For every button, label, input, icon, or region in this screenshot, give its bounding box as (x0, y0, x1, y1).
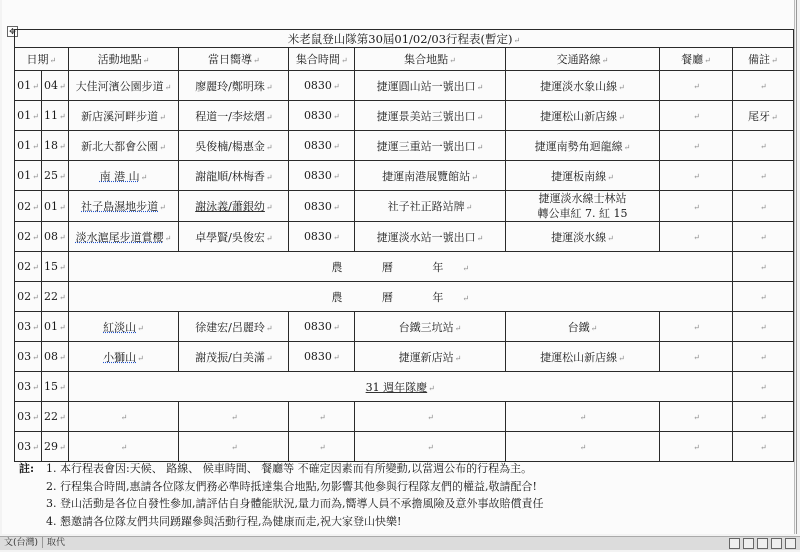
transport-cell[interactable]: ↵ (505, 432, 659, 462)
restaurant-cell[interactable]: ↵ (660, 101, 733, 131)
table-move-handle-icon[interactable]: ✥ (7, 26, 18, 37)
restaurant-cell[interactable]: ↵ (660, 312, 733, 342)
meet-cell[interactable]: ↵ (355, 402, 506, 432)
print-layout-view-icon[interactable] (729, 538, 740, 549)
table-row (15, 432, 794, 462)
day-cell[interactable]: 08↵ (41, 222, 68, 252)
table-row (15, 71, 794, 101)
transport-cell[interactable]: 捷運松山新店線↵ (505, 101, 659, 131)
note-line-1[interactable]: 註: 1. 本行程表會因:天候、 路線、 候車時間、 餐廳等 不確定因素而有所變動,以當週公布的行程為主。 (19, 460, 543, 478)
time-cell[interactable]: 0830↵ (289, 161, 355, 191)
note-line-4[interactable]: 4. 懇邀請各位隊友們共同踴躍參與活動行程,為健康而走,祝大家登山快樂! (46, 514, 402, 528)
time-cell[interactable]: 0830↵ (289, 222, 355, 252)
remark-cell[interactable]: ↵ (732, 71, 793, 101)
month-cell[interactable]: 01↵ (15, 161, 42, 191)
remark-cell[interactable]: ↵ (732, 131, 793, 161)
outline-view-icon[interactable] (771, 538, 782, 549)
leaders-cell[interactable]: 程道一/李炫熠↵ (179, 101, 289, 131)
notes-section (19, 460, 543, 530)
location-cell[interactable]: 新北大都會公園↵ (68, 131, 179, 161)
header-transport[interactable]: 交通路線↵ (505, 48, 659, 71)
day-cell[interactable]: 01↵ (41, 312, 68, 342)
location-cell[interactable]: 紅淡山↵ (68, 312, 179, 342)
full-screen-view-icon[interactable] (743, 538, 754, 549)
transport-cell[interactable]: 捷運淡水線↵ (505, 222, 659, 252)
time-cell[interactable]: 0830↵ (289, 312, 355, 342)
table-row (15, 191, 794, 222)
web-layout-view-icon[interactable] (757, 538, 768, 549)
time-cell[interactable]: 0830↵ (289, 131, 355, 161)
month-cell[interactable]: 01↵ (15, 101, 42, 131)
table-row (15, 372, 794, 402)
table-row (15, 282, 794, 312)
location-cell[interactable]: 小獅山↵ (68, 342, 179, 372)
restaurant-cell[interactable]: ↵ (660, 131, 733, 161)
status-bar (0, 536, 800, 550)
transport-cell[interactable]: 台鐵↵ (505, 312, 659, 342)
transport-cell[interactable]: ↵ (505, 402, 659, 432)
document-page (2, 0, 795, 534)
time-cell[interactable]: 0830↵ (289, 71, 355, 101)
restaurant-cell[interactable]: ↵ (660, 191, 733, 222)
remark-cell[interactable]: ↵ (732, 191, 793, 222)
schedule-table (14, 29, 794, 462)
restaurant-cell[interactable]: ↵ (660, 342, 733, 372)
leaders-cell[interactable]: 吳俊楠/楊惠金↵ (179, 131, 289, 161)
day-cell[interactable]: 04↵ (41, 71, 68, 101)
month-cell[interactable]: 02↵ (15, 222, 42, 252)
header-location[interactable]: 活動地點↵ (68, 48, 179, 71)
event-span-cell[interactable]: 農 曆 年↵ (68, 252, 732, 282)
remark-cell[interactable]: ↵ (732, 342, 793, 372)
day-cell[interactable]: 01↵ (41, 191, 68, 222)
day-cell[interactable]: 25↵ (41, 161, 68, 191)
remark-cell[interactable]: 尾牙↵ (732, 101, 793, 131)
meet-cell[interactable]: 台鐵三坑站↵ (355, 312, 506, 342)
transport-cell[interactable]: 捷運南勢角迴龍線↵ (505, 131, 659, 161)
month-cell[interactable]: 03↵ (15, 402, 42, 432)
location-cell[interactable]: 社子島濕地步道↵ (68, 191, 179, 222)
meet-cell[interactable]: 捷運圓山站一號出口↵ (355, 71, 506, 101)
header-remark[interactable]: 備註↵ (732, 48, 793, 71)
table-row (15, 312, 794, 342)
month-cell[interactable]: 02↵ (15, 252, 42, 282)
note-line-3[interactable]: 3. 登山活動是各位自發性參加,請評估自身體能狀況,量力而為,嚮導人員不承擔風險及意外事故賠償責任 (46, 497, 544, 510)
notes-label: 註: (19, 462, 35, 475)
day-cell[interactable]: 08↵ (41, 342, 68, 372)
location-cell[interactable]: 新店溪河畔步道↵ (68, 101, 179, 131)
remark-cell[interactable]: ↵ (732, 252, 793, 282)
restaurant-cell[interactable]: ↵ (660, 71, 733, 101)
time-cell[interactable]: ↵ (289, 402, 355, 432)
month-cell[interactable]: 03↵ (15, 372, 42, 402)
time-cell[interactable]: ↵ (289, 432, 355, 462)
event-span-cell[interactable]: 31 週年隊慶↵ (68, 372, 732, 402)
restaurant-cell[interactable]: ↵ (660, 161, 733, 191)
leaders-cell[interactable]: ↵ (179, 402, 289, 432)
time-cell[interactable]: 0830↵ (289, 342, 355, 372)
status-language[interactable]: 文(台灣) (4, 538, 39, 548)
location-cell[interactable]: ↵ (68, 402, 179, 432)
note-line-2[interactable]: 2. 行程集合時間,惠請各位隊友們務必準時抵達集合地點,勿影響其他參與行程隊友們的權益,敬請配合! (46, 479, 537, 493)
table-row (15, 222, 794, 252)
remark-cell[interactable]: ↵ (732, 282, 793, 312)
remark-cell[interactable]: ↵ (732, 402, 793, 432)
location-cell[interactable]: 淡水滬尾步道賞櫻↵ (68, 222, 179, 252)
remark-cell[interactable]: ↵ (732, 222, 793, 252)
header-date[interactable]: 日期↵ (15, 48, 69, 71)
day-cell[interactable]: 15↵ (41, 372, 68, 402)
table-row (15, 342, 794, 372)
table-title[interactable]: 米老鼠登山隊第30屆01/02/03行程表(暫定)↵ (15, 30, 794, 48)
remark-cell[interactable]: ↵ (732, 432, 793, 462)
time-cell[interactable]: 0830↵ (289, 191, 355, 222)
day-cell[interactable]: 15↵ (41, 252, 68, 282)
day-cell[interactable]: 11↵ (41, 101, 68, 131)
meet-cell[interactable]: 捷運景美站三號出口↵ (355, 101, 506, 131)
header-row (15, 48, 794, 71)
leaders-cell[interactable]: 謝茂振/白美滿↵ (179, 342, 289, 372)
status-mode[interactable]: 取代 (47, 538, 66, 548)
month-cell[interactable]: 03↵ (15, 312, 42, 342)
month-cell[interactable]: 02↵ (15, 191, 42, 222)
day-cell[interactable]: 22↵ (41, 282, 68, 312)
restaurant-cell[interactable]: ↵ (660, 222, 733, 252)
location-cell[interactable]: 南 港 山↵ (68, 161, 179, 191)
meet-cell[interactable]: ↵ (355, 432, 506, 462)
table-row (15, 131, 794, 161)
restaurant-cell[interactable]: ↵ (660, 402, 733, 432)
transport-cell[interactable]: 捷運淡水象山線↵ (505, 71, 659, 101)
table-row (15, 402, 794, 432)
month-cell[interactable]: 01↵ (15, 131, 42, 161)
remark-cell[interactable]: ↵ (732, 161, 793, 191)
day-cell[interactable]: 18↵ (41, 131, 68, 161)
meet-cell[interactable]: 捷運淡水站一號出口↵ (355, 222, 506, 252)
table-row (15, 252, 794, 282)
remark-cell[interactable]: ↵ (732, 312, 793, 342)
meet-cell[interactable]: 捷運三重站一號出口↵ (355, 131, 506, 161)
remark-cell[interactable]: ↵ (732, 372, 793, 402)
location-cell[interactable]: ↵ (68, 432, 179, 462)
meet-cell[interactable]: 社子社正路站牌↵ (355, 191, 506, 222)
time-cell[interactable]: 0830↵ (289, 101, 355, 131)
header-meet[interactable]: 集合地點↵ (355, 48, 506, 71)
table-row (15, 161, 794, 191)
transport-cell[interactable]: 捷運板南線↵ (505, 161, 659, 191)
event-span-cell[interactable]: 農 曆 年↵ (68, 282, 732, 312)
transport-cell[interactable]: 捷運松山新店線↵ (505, 342, 659, 372)
month-cell[interactable]: 01↵ (15, 71, 42, 101)
table-row (15, 101, 794, 131)
leaders-cell[interactable]: ↵ (179, 432, 289, 462)
transport-cell[interactable]: 捷運淡水線士林站 轉公車紅 7. 紅 15 (505, 191, 659, 222)
month-cell[interactable]: 03↵ (15, 342, 42, 372)
leaders-cell[interactable]: 謝泳義/蕭銀幼↵ (179, 191, 289, 222)
month-cell[interactable]: 02↵ (15, 282, 42, 312)
header-leaders[interactable]: 當日嚮導↵ (179, 48, 289, 71)
page-edge-line (796, 0, 797, 534)
leaders-cell[interactable]: 謝龍順/林梅香↵ (179, 161, 289, 191)
leaders-cell[interactable]: 徐建宏/呂麗玲↵ (179, 312, 289, 342)
day-cell[interactable]: 29↵ (41, 432, 68, 462)
title-row (15, 30, 794, 48)
meet-cell[interactable]: 捷運南港展覽館站↵ (355, 161, 506, 191)
leaders-cell[interactable]: 卓學賢/吳俊宏↵ (179, 222, 289, 252)
location-cell[interactable]: 大佳河濱公園步道↵ (68, 71, 179, 101)
draft-view-icon[interactable] (785, 538, 796, 549)
day-cell[interactable]: 22↵ (41, 402, 68, 432)
meet-cell[interactable]: 捷運新店站↵ (355, 342, 506, 372)
header-restaurant[interactable]: 餐廳↵ (660, 48, 733, 71)
month-cell[interactable]: 03↵ (15, 432, 42, 462)
view-buttons (726, 538, 796, 552)
restaurant-cell[interactable]: ↵ (660, 432, 733, 462)
header-time[interactable]: 集合時間↵ (289, 48, 355, 71)
leaders-cell[interactable]: 廖麗玲/鄭明珠↵ (179, 71, 289, 101)
